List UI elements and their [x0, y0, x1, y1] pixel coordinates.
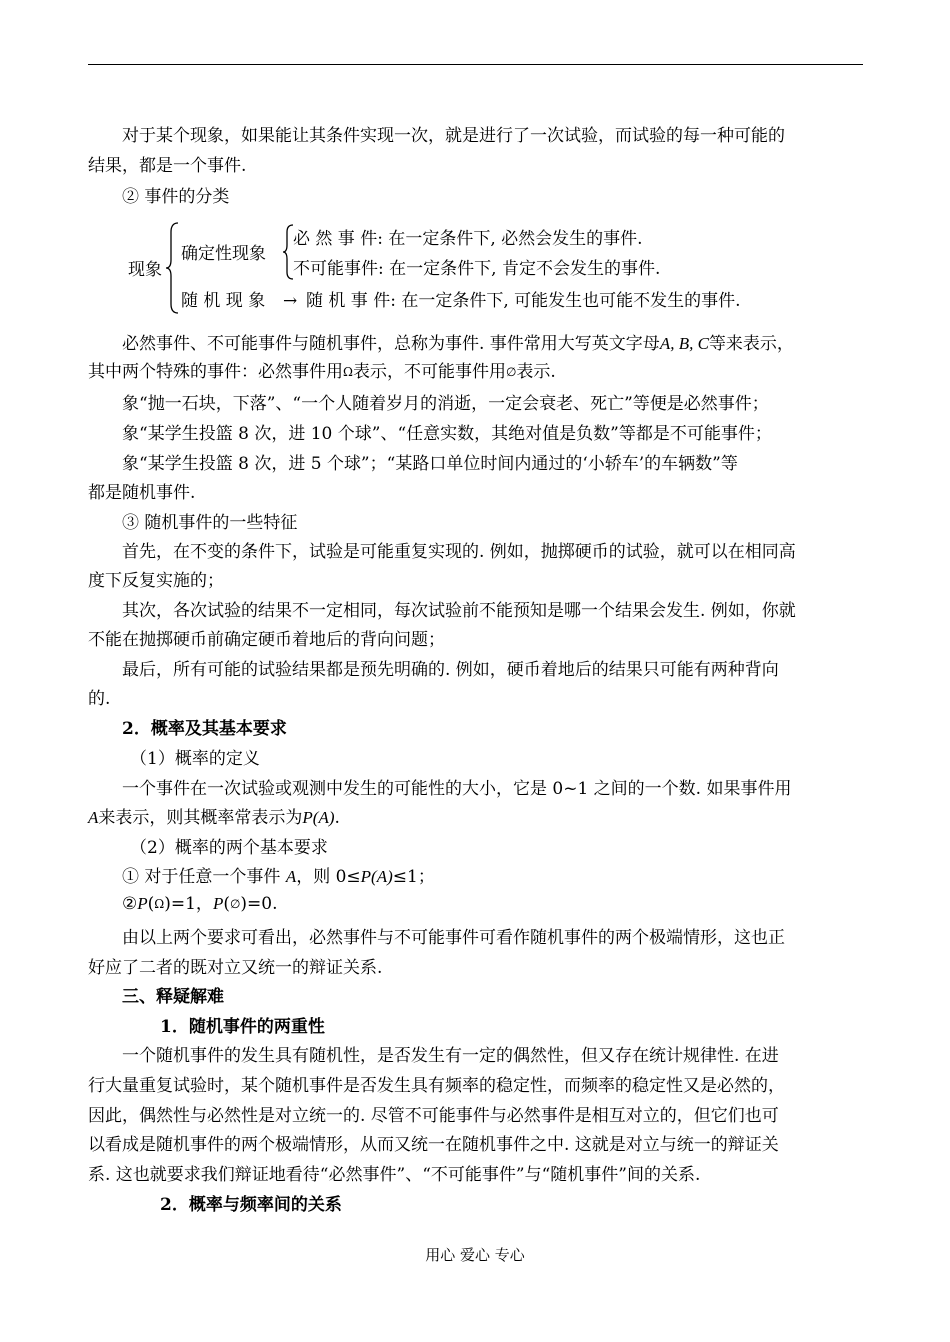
paragraph-line: 因此，偶然性与必然性是对立统一的. 尽管不可能事件与必然事件是相互对立的，但它们也可: [88, 1106, 779, 1126]
paragraph-line: 最后，所有可能的试验结果都是预先明确的. 例如，硬币着地后的结果只可能有两种背向: [122, 660, 779, 680]
omega-symbol: Ω: [343, 365, 353, 379]
paragraph-line: A来表示，则其概率常表示为P(A).: [88, 808, 340, 828]
class-random: 随 机 事 件: 在一定条件下, 可能发生也可能不发生的事件.: [306, 291, 741, 311]
paragraph-line: 都是随机事件.: [88, 483, 196, 503]
paragraph-line: 象“某学生投篮 8 次，进 10 个球”、“任意实数，其绝对值是负数”等都是不可能事件；: [122, 424, 772, 444]
subsection-title: （2）概率的两个基本要求: [130, 838, 328, 858]
empty-set-symbol: ∅: [229, 897, 241, 911]
left-brace-icon: [166, 222, 180, 314]
requirement-line: ① 对于任意一个事件 A，则 0≤P(A)≤1；: [122, 867, 435, 887]
paragraph-line: 行大量重复试验时，某个随机事件是否发生具有频率的稳定性，而频率的稳定性又是必然的，: [88, 1076, 785, 1096]
omega-symbol: Ω: [154, 897, 165, 911]
section-title: 2．概率及其基本要求: [122, 719, 287, 739]
paragraph-line: 系. 这也就要求我们辩证地看待“必然事件”、“不可能事件”与“随机事件”间的关系.: [88, 1165, 701, 1185]
class-certain: 必 然 事 件: 在一定条件下, 必然会发生的事件.: [293, 229, 643, 249]
section-title: 1．随机事件的两重性: [160, 1017, 325, 1037]
paragraph-line: 对于某个现象，如果能让其条件实现一次，就是进行了一次试验，而试验的每一种可能的: [122, 126, 785, 146]
requirement-line: ②P(Ω)=1，P(∅)=0.: [122, 894, 278, 914]
paragraph-line: 象“某学生投篮 8 次，进 5 个球”；“某路口单位时间内通过的‘小轿车’的车辆数”等: [122, 454, 738, 474]
paragraph-line: 好应了二者的既对立又统一的辩证关系.: [88, 958, 383, 978]
paragraph-line: 一个事件在一次试验或观测中发生的可能性的大小，它是 0~1 之间的一个数. 如果事件用: [122, 779, 792, 799]
paragraph-line: 其中两个特殊的事件：必然事件用Ω表示，不可能事件用∅表示.: [88, 362, 556, 382]
paragraph-line: 首先，在不变的条件下，试验是可能重复实现的. 例如，抛掷硬币的试验，就可以在相同高: [122, 542, 796, 562]
paragraph-line: 其次，各次试验的结果不一定相同，每次试验前不能预知是哪一个结果会发生. 例如，你就: [122, 601, 796, 621]
page-footer: 用心 爱心 专心: [425, 1246, 525, 1264]
paragraph-line: 由以上两个要求可看出，必然事件与不可能事件可看作随机事件的两个极端情形，这也正: [122, 928, 785, 948]
subheading: ② 事件的分类: [122, 187, 230, 207]
subsection-title: （1）概率的定义: [130, 749, 260, 769]
paragraph-line: 象“抛一石块，下落”、“一个人随着岁月的消逝，一定会衰老、死亡”等便是必然事件；: [122, 394, 769, 414]
part-title: 三、释疑解难: [122, 987, 224, 1007]
class-impossible: 不可能事件: 在一定条件下, 肯定不会发生的事件.: [293, 259, 661, 279]
paragraph-line: 度下反复实施的；: [88, 571, 224, 591]
paragraph-line: 必然事件、不可能事件与随机事件，总称为事件. 事件常用大写英文字母A, B, C等来表示，: [122, 334, 794, 354]
paragraph-line: 结果，都是一个事件.: [88, 156, 247, 176]
empty-set-symbol: ∅: [505, 365, 517, 379]
section-title: 2．概率与频率间的关系: [160, 1195, 342, 1215]
class-deterministic: 确定性现象: [181, 244, 266, 264]
arrow-icon: →: [283, 291, 298, 311]
class-root: 现象: [128, 260, 162, 280]
class-random-label: 随 机 现 象: [181, 291, 266, 311]
paragraph-line: 一个随机事件的发生具有随机性，是否发生有一定的偶然性，但又存在统计规律性. 在进: [122, 1046, 779, 1066]
paragraph-line: 的.: [88, 689, 111, 709]
header-rule: [88, 64, 863, 65]
paragraph-line: 以看成是随机事件的两个极端情形，从而又统一在随机事件之中. 这就是对立与统一的辩证关: [88, 1135, 779, 1155]
subheading: ③ 随机事件的一些特征: [122, 513, 298, 533]
paragraph-line: 不能在抛掷硬币前确定硬币着地后的背向问题；: [88, 630, 445, 650]
